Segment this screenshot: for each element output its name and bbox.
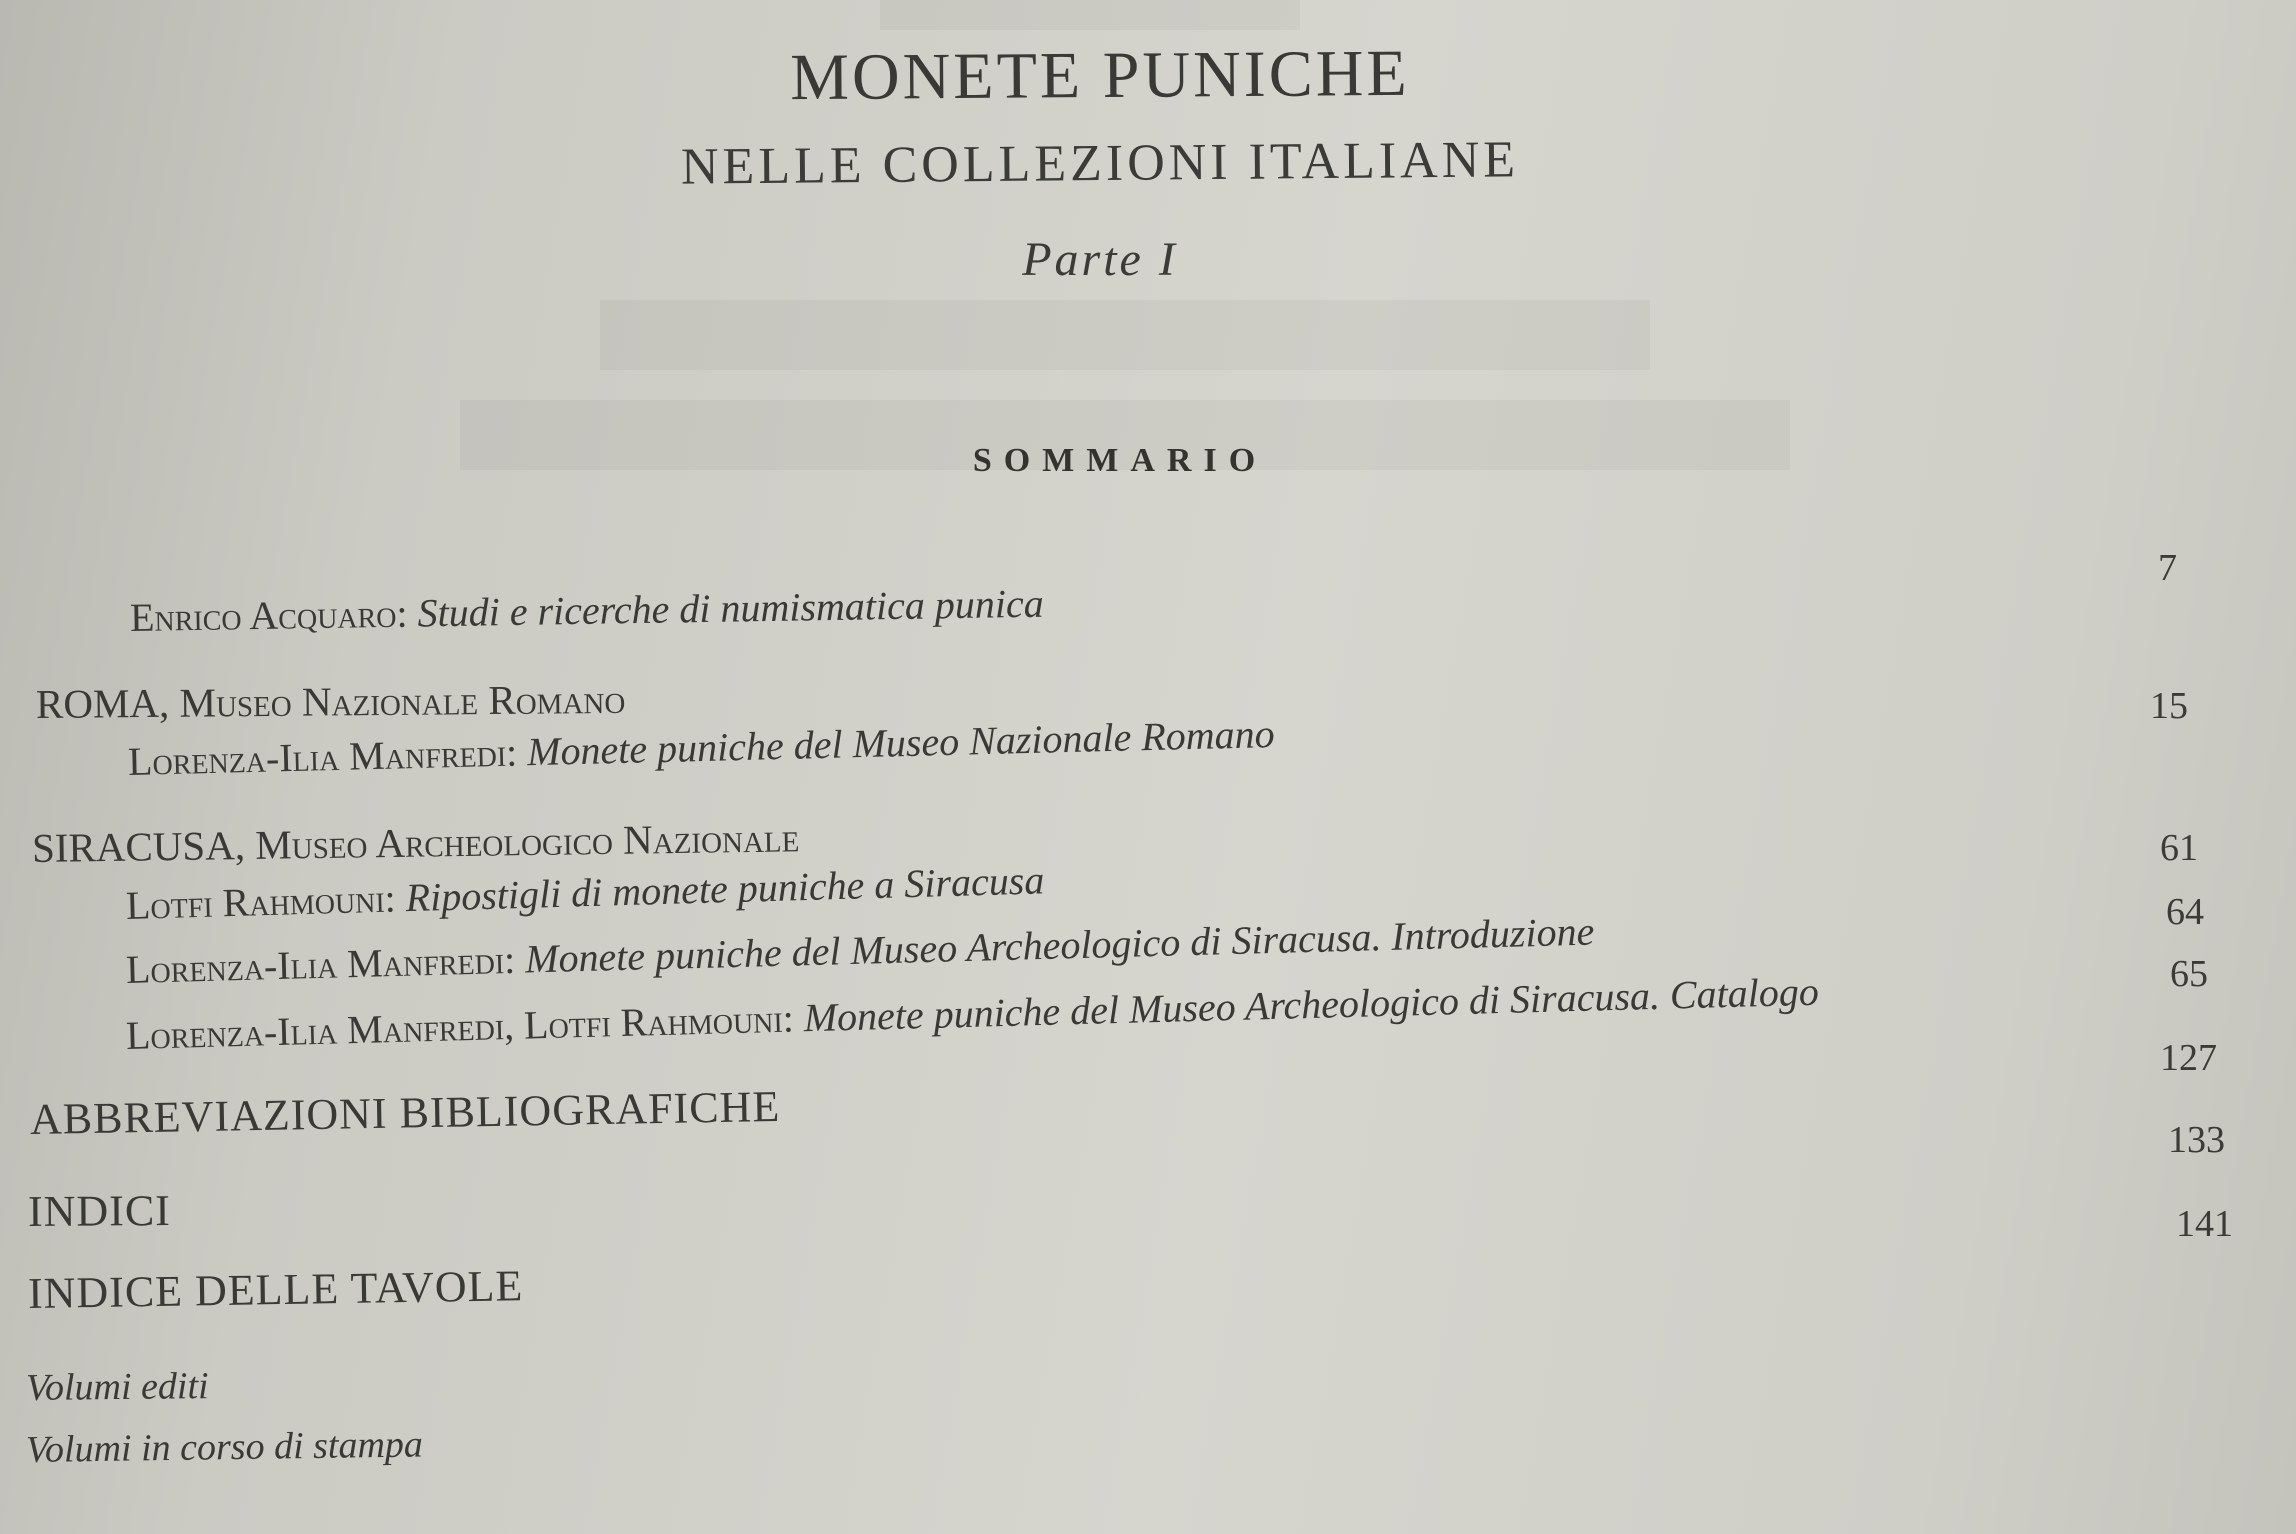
toc-page-roma: 15 — [2150, 685, 2188, 727]
toc-entry-acquaro — [130, 580, 1044, 641]
toc-author: Lorenza-Ilia Manfredi, Lotfi Rahmouni: — [125, 995, 795, 1058]
toc-entry-abbreviazioni: ABBREVIAZIONI BIBLIOGRAFICHE — [29, 1081, 781, 1144]
toc-page-indici: 141 — [2176, 1203, 2233, 1245]
book-subtitle: NELLE COLLEZIONI ITALIANE — [680, 131, 1520, 196]
toc-work-title: Monete puniche del Museo Nazionale Romano — [526, 710, 1276, 775]
book-title: MONETE PUNICHE — [790, 36, 1410, 115]
toc-work-title: Monete puniche del Museo Archeologico di Siracusa. Introduzione — [524, 908, 1595, 982]
toc-city: SIRACUSA, — [31, 822, 246, 871]
toc-work-title: Ripostigli di monete puniche a Siracusa — [405, 857, 1045, 921]
toc-page-abbreviazioni: 133 — [2168, 1119, 2225, 1161]
toc-work-title: Studi e ricerche di numismatica punica — [417, 580, 1044, 636]
toc-section-roma — [36, 675, 626, 728]
toc-author: Lorenza-Ilia Manfredi: — [127, 729, 518, 784]
toc-page-siracusa: 61 — [2160, 827, 2198, 869]
toc-page-manfredi-rahmouni-catalogo: 127 — [2160, 1037, 2217, 1079]
book-part: Parte I — [1022, 233, 1178, 286]
toc-work-title: Monete puniche del Museo Archeologico di Siracusa. Catalogo — [803, 968, 1820, 1041]
toc-page-rahmouni: 64 — [2166, 891, 2204, 933]
volumi-editi: Volumi editi — [25, 1365, 209, 1409]
volumi-in-corso-di-stampa: Volumi in corso di stampa — [25, 1423, 424, 1471]
toc-page-acquaro: 7 — [2158, 547, 2177, 589]
toc-author: Lorenza-Ilia Manfredi: — [125, 936, 516, 992]
toc-institution: Museo Nazionale Romano — [179, 675, 626, 726]
toc-section-siracusa — [32, 813, 800, 872]
toc-entry-indici: INDICI — [27, 1186, 172, 1236]
toc-page-manfredi-introduzione: 65 — [2170, 953, 2208, 995]
toc-city: ROMA, — [35, 679, 170, 727]
toc-institution: Museo Archeologico Nazionale — [254, 814, 800, 868]
toc-author: Lotfi Rahmouni: — [125, 875, 397, 928]
toc-author: Enrico Acquaro: — [129, 590, 408, 640]
section-heading-sommario: SOMMARIO — [972, 442, 1268, 479]
toc-entry-indice-delle-tavole: INDICE DELLE TAVOLE — [27, 1261, 524, 1318]
